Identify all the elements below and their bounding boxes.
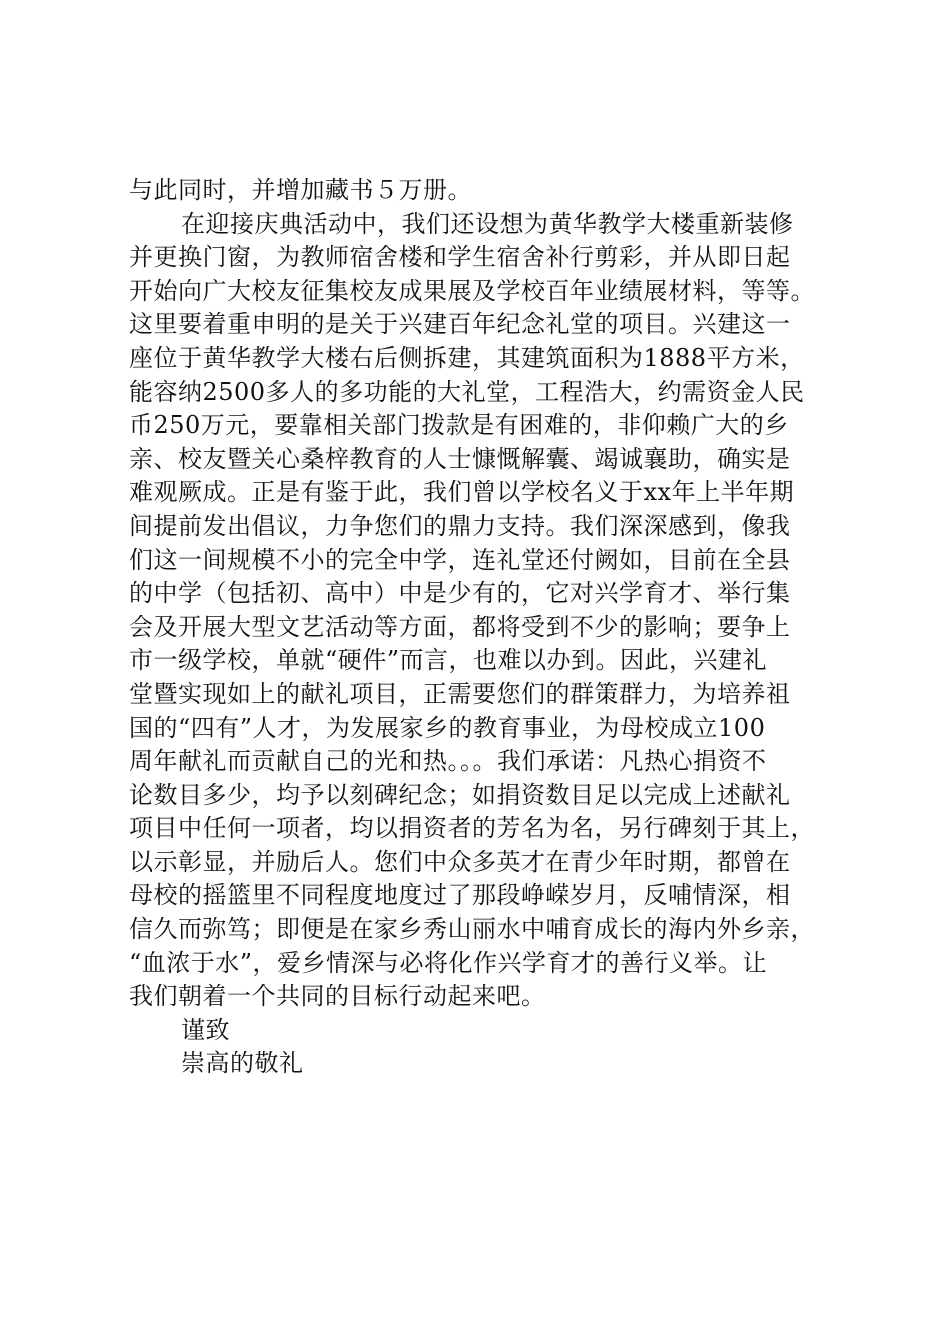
letter-body — [129, 174, 859, 1081]
paragraph-start-line: 在迎接庆典活动中，我们还设想为黄华教学大楼重新装修 — [181, 209, 794, 238]
text-line: 项目中任何一项者，均以捐资者的芳名为名，另行碑刻于其上， — [129, 814, 815, 843]
text-line: 会及开展大型文艺活动等方面，都将受到不少的影响；要争上 — [129, 612, 791, 641]
text-line: 国的“四有”人才，为发展家乡的教育事业，为母校成立100 — [129, 713, 766, 742]
closing-respect: 崇高的敬礼 — [181, 1049, 304, 1078]
text-line: 母校的摇篮里不同程度地度过了那段峥嵘岁月，反哺情深，相 — [129, 881, 791, 910]
text-line: 堂暨实现如上的献礼项目，正需要您们的群策群力，为培养祖 — [129, 679, 791, 708]
text-line: 这里要着重申明的是关于兴建百年纪念礼堂的项目。兴建这一 — [129, 310, 791, 339]
text-line: 们这一间规模不小的完全中学，连礼堂还付阙如，目前在全县 — [129, 545, 791, 574]
text-line: 亲、校友暨关心桑梓教育的人士慷慨解囊、竭诚襄助，确实是 — [129, 444, 791, 473]
text-line: 间提前发出倡议，力争您们的鼎力支持。我们深深感到，像我 — [129, 511, 791, 540]
text-line: 并更换门窗，为教师宿舍楼和学生宿舍补行剪彩，并从即日起 — [129, 243, 791, 272]
text-line: 的中学（包括初、高中）中是少有的，它对兴学育才、举行集 — [129, 579, 791, 608]
text-line: 座位于黄华教学大楼右后侧拆建，其建筑面积为1888平方米， — [129, 343, 805, 372]
text-line: 开始向广大校友征集校友成果展及学校百年业绩展材料，等等。 — [129, 276, 815, 305]
text-line: 我们朝着一个共同的目标行动起来吧。 — [129, 982, 546, 1011]
text-line: 市一级学校，单就“硬件”而言，也难以办到。因此，兴建礼 — [129, 646, 768, 675]
text-line: 能容纳2500多人的多功能的大礼堂，工程浩大，约需资金人民 — [129, 377, 805, 406]
text-line: 论数目多少，均予以刻碑纪念；如捐资数目足以完成上述献礼 — [129, 780, 791, 809]
text-line: 以示彰显，并励后人。您们中众多英才在青少年时期，都曾在 — [129, 847, 791, 876]
text-line: 与此同时，并增加藏书５万册。 — [129, 176, 472, 204]
text-line: “血浓于水”，爱乡情深与必将化作兴学育才的善行义举。让 — [129, 948, 768, 977]
text-line: 信久而弥笃；即便是在家乡秀山丽水中哺育成长的海内外乡亲， — [129, 915, 815, 944]
text-line: 周年献礼而贡献自己的光和热。。。我们承诺：凡热心捐资不 — [129, 747, 767, 776]
text-line: 难观厥成。正是有鉴于此，我们曾以学校名义于xx年上半年期 — [129, 478, 795, 507]
text-line: 币250万元，要靠相关部门拨款是有困难的，非仰赖广大的乡 — [129, 411, 789, 440]
closing-salutation: 谨致 — [181, 1015, 230, 1044]
